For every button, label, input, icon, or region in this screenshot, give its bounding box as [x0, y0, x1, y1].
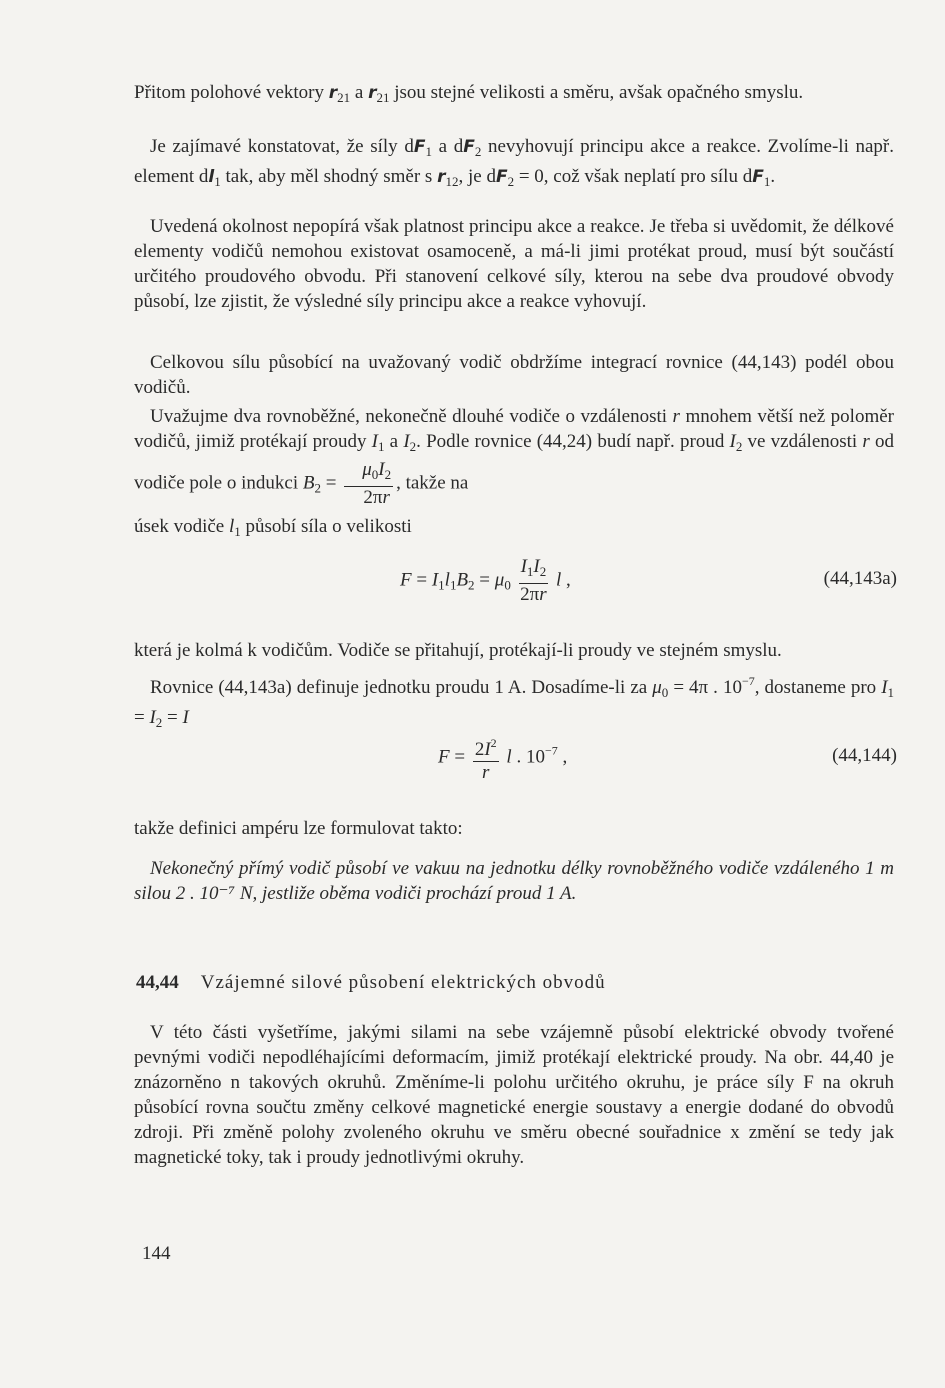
- ampere-definition: Nekonečný přímý vodič působí ve vakuu na jednotku délky rovnoběžného vodiče vzdáleného 1 m silou 2 . 10⁻⁷ N, jestliže oběma vodiči prochází proud 1 A.: [134, 858, 894, 904]
- paragraph-2: Je zajímavé konstatovat, že síly $dF_1$ a $dF_2$ nevyhovují principu akce a reakce. Zvolíme-li např. element $dl_1$ tak, aby měl shodný směr s $r_{12}$, je $dF_2 = 0$, což však neplatí pro sílu $dF_1$.: [134, 136, 895, 189]
- paragraph-3: Uvedená okolnost nepopírá však platnost principu akce a reakce. Je třeba si uvědomit, že délkové elementy vodičů nemohou existovat osamoceně, a má-li jimi protékat proud, musí být součástí určitého proudového obvodu. Při stanovení celkové síly, kterou na sebe dva proudové obvody působí, lze zjistit, že výsledné síly principu akce a reakce vyhovují.: [134, 216, 894, 312]
- paragraph-5: Uvažujme dva rovnoběžné, nekonečně dlouhé vodiče o vzdálenosti r mnohem větší než poloměr vodičů, jimiž protékají proudy $I_1$ a $I_2$. Podle rovnice (44,24) budí např. proud $I_2$ ve vzdálenosti r od vodiče pole o indukci $B_2$ = $\frac{\mu_0I_2}{2\pi r}$ , takže na: [134, 406, 895, 508]
- paragraph-6: úsek vodiče $l_1$ působí síla o velikosti: [134, 516, 412, 539]
- section-heading: [136, 972, 606, 994]
- equation-number-2: (44,144): [832, 745, 897, 766]
- paragraph-7: která je kolmá k vodičům. Vodiče se přitahují, protékají-li proudy ve stejném smyslu.: [134, 640, 782, 661]
- equation-44-143a: $F = I_1l_1B_2 = \mu_0$ $\frac{I_1I_2}{2\pi r}$ l ,: [400, 556, 571, 605]
- paragraph-4: Celkovou sílu působící na uvažovaný vodič obdržíme integrací rovnice (44,143) podél obou vodičů.: [134, 352, 894, 398]
- page-number: 144: [142, 1243, 171, 1264]
- equation-44-144: F = $\frac{2I^2}{r}$ l . $10^{-7}$ ,: [438, 732, 567, 784]
- section-title-text: Vzájemné silové působení elektrických obvodů: [200, 972, 606, 993]
- section-number: 44,44: [136, 972, 179, 993]
- paragraph-8: Rovnice (44,143a) definuje jednotku proudu 1 A. Dosadíme-li za $\mu_0 = 4\pi$ . $10^{-7}$, dostaneme pro $I_1 = I_2 = I$: [134, 674, 895, 730]
- equation-number-1: (44,143a): [823, 568, 897, 589]
- paragraph-10: V této části vyšetříme, jakými silami na sebe vzájemně působí elektrické obvody tvořené pevnými vodiči nepodléhajícími deformacím, jimiž protékají elektrické proudy. Na obr. 44,40 je znázorněno n takových okruhů. Změníme-li polohu určitého okruhu, je práce síly F na okruh působící rovna součtu změny celkové magnetické energie soustavy a energie dodané do obvodů zdroji. Při změně polohy zvoleného okruhu ve směru obecné souřadnice x změní se tedy jak magnetické toky, tak i proudy jednotlivými okruhy.: [134, 1022, 894, 1168]
- paragraph-1: Přitom polohové vektory $r_{21}$ a $r_{21}$ jsou stejné velikosti a směru, avšak opačného smyslu.: [134, 82, 804, 105]
- paragraph-9: takže definici ampéru lze formulovat takto:: [134, 818, 463, 839]
